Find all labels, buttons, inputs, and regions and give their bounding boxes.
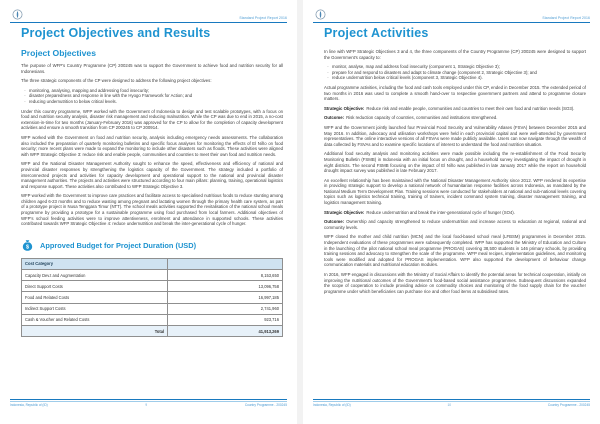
bullet-icon: · <box>327 69 329 75</box>
column-header-value <box>168 258 283 269</box>
strategic-objective-paragraph <box>324 106 586 112</box>
list-item-text: prepare for and respond to disasters and adapt to climate change (component 2, Strategic Objective 3); and <box>332 69 537 75</box>
budget-section-header <box>21 239 283 252</box>
total-label-cell: Total <box>22 325 168 336</box>
paragraph: WFP worked with the Government on food and nutrition security, analysis including emergency needs assessments. The collaboration also included the preparation of quarterly monitoring bulletins and specific focus analyses for monitoring the effects of El Niño on food security; more recent plans were made to expand the monitoring to include other disasters such as floods. These activities were aligned with WFP Strategic Objective 3: reduce risk and enable people, communities and countries to meet their own food and nutrition needs. <box>21 134 283 157</box>
strategic-objective-paragraph <box>324 210 586 216</box>
paragraph: Under this country programme, WFP worked with the Government of Indonesia to design and test scalable prototypes, with a focus on food and nutrition security analysis, disaster risk management and reducing malnutrition. While the CP was due to end in 2015, a no-cost extension-in-time for two months (January-February 2016) was approved for the CP to allow for the completion of capacity development activities and ensure a smooth transition from CP 200245 to CP 200914. <box>21 108 283 131</box>
list-item-text: monitoring, analysing, mapping and addressing food insecurity; <box>29 87 150 93</box>
paragraph: Additional food security analysis and monitoring activities were made possible including the re-establishment of the Food Security Monitoring Bulletin (FSMB) in Indonesia with an initial focus on drought, and a household survey investigating the impact of drought in eight districts. The second FSMB focusing on the impact of El Niño was published in late January 2017 while the report on household drought impact survey was published in late February 2017. <box>324 151 586 174</box>
cost-value-cell: 13,096,758 <box>168 281 283 292</box>
bullet-icon: · <box>24 98 26 104</box>
money-bag-icon <box>21 239 34 252</box>
footer-project: Country Programme - 200245 <box>547 403 590 407</box>
table-row <box>22 281 283 292</box>
wfp-logo-icon <box>315 7 326 18</box>
paragraph-lead: Strategic Objective: <box>324 105 365 111</box>
footer-country: Indonesia, Republic of (ID) <box>10 403 48 407</box>
outcome-paragraph <box>324 115 586 121</box>
column-header: Cost Category <box>22 258 168 269</box>
bullet-icon: · <box>327 64 329 70</box>
footer-project: Country Programme - 200245 <box>244 403 287 407</box>
paragraph: The three strategic components of the CP were designed to address the following project objectives: <box>21 78 212 84</box>
table-total-row <box>22 325 283 336</box>
list-item <box>21 99 283 105</box>
table-row <box>22 292 283 303</box>
budget-table <box>21 258 283 337</box>
outcome-paragraph <box>324 219 586 230</box>
cost-value-cell: 8,153,650 <box>168 270 283 281</box>
list-item-text: reduce undernutrition below critical levels (component 3, Strategic Objective 4). <box>332 75 483 81</box>
paragraph-text: Risk reduction capacity of countries, communities and institutions strengthened. <box>346 115 498 121</box>
table-row <box>22 270 283 281</box>
budget-section-title: Approved Budget for Project Duration (USD) <box>40 240 197 250</box>
footer-page-number: 9 <box>145 403 148 407</box>
bullet-icon: · <box>24 87 26 93</box>
page-right-content <box>324 27 586 298</box>
bullet-icon: · <box>327 75 329 81</box>
cost-value-cell: 923,716 <box>168 314 283 325</box>
paragraph: The purpose of WFP's Country Programme (CP) 200245 was to support the Government to achieve food and nutrition security for all Indonesians. <box>21 63 283 74</box>
paragraph-lead: Outcome: <box>324 219 345 225</box>
cost-value-cell: 2,741,960 <box>168 303 283 314</box>
paragraph-text: Ownership and capacity strengthened to reduce undernutrition and increase access to education at regional, national and community levels. <box>324 219 586 230</box>
page-header <box>313 7 590 23</box>
cost-category-cell: Cash & Voucher and Related Costs <box>22 314 168 325</box>
paragraph: Actual programme activities, including the food and cash tools employed under this CP, ended in December 2015. The extended period of two months in 2016 was used to complete a smooth hand-over to respective government partners and attend to programme closure matters. <box>324 84 586 102</box>
page-footer <box>10 399 287 407</box>
paragraph-text: Reduce risk and enable people, communities and countries to meet their own food and nutrition needs (SO3). <box>366 105 575 111</box>
page-right <box>303 0 600 424</box>
paragraph: WFP closed the mother and child nutrition (MCN) and the local food-based school meal (LFBSM) programmes in December 2015. Independent evaluations of these programmes were subsequently completed. WFP has supported the Ministry of Education and Culture in the launching of the pilot national school meal programme (PROGAS) covering 38,500 students in 146 primary schools, by providing training sessions and advocacy to strengthen the scale of the programme. WFP meal recipes, implementation guidelines, and monitoring tools were modified and adopted for PROGAS implementation. WFP also supported the development of behaviour change communication materials and nutritional education modules. <box>324 234 586 268</box>
cost-category-cell: Food and Related Costs <box>22 292 168 303</box>
cost-category-cell: Indirect Support Costs <box>22 303 168 314</box>
paragraph: In 2016, WFP engaged in discussions with the Ministry of Social Affairs to identify the potential areas for technical cooperation, initially on improving the nutritional outcomes of the Government's food-based social assistance programmes. Subsequent discussions expanded the scope of cooperation to include providing advice on commodity choices and monitoring of the food supply chain for the voucher programme under which beneficiaries can purchase rice and other food items at subsidised rates. <box>324 272 586 294</box>
page-header <box>10 7 287 23</box>
table-row <box>22 314 283 325</box>
list-item-text: monitor, analyse, map and address food insecurity (component 1, Strategic Objective 3); <box>332 64 500 70</box>
paragraph: In line with WFP Strategic Objectives 3 and 4, the three components of the Country Programme (CP) 200245 were designed to support the Government's capacity to: <box>324 49 586 60</box>
capacity-list <box>324 64 586 81</box>
paragraph: An excellent relationship has been maintained with the National Disaster Management Authority since 2012. WFP rendered its expertise in providing strategic support to develop a national network of humanitarian response facilities across Indonesia, as mandated by the National Medium Term Development Plan. Training sessions were conducted for stakeholders at national and sub-national levels covering topics such as logistics technical training, training of trainers, incident command system training, disaster management training, and logistics management training. <box>324 177 586 206</box>
section-title: Project Objectives <box>21 48 96 58</box>
list-item-text: disaster preparedness and response in line with the Hyogo Framework for Action; and <box>29 93 193 99</box>
report-header-title: Standard Project Report 2016 <box>239 16 287 20</box>
paragraph-text: Reduce undernutrition and break the inter-generational cycle of hunger (SO4). <box>366 209 515 215</box>
page-title: Project Activities <box>324 26 429 40</box>
objectives-list <box>21 88 283 105</box>
bullet-icon: · <box>24 93 26 99</box>
svg-text:$: $ <box>25 244 30 251</box>
table-row <box>22 303 283 314</box>
cost-value-cell: 16,997,185 <box>168 292 283 303</box>
page-title: Project Objectives and Results <box>21 26 211 40</box>
list-item-text: reducing undernutrition to below critical levels. <box>29 98 117 104</box>
footer-country: Indonesia, Republic of (ID) <box>313 403 351 407</box>
paragraph-lead: Strategic Objective: <box>324 209 365 215</box>
page-footer <box>313 399 590 407</box>
page-left-content <box>21 27 283 337</box>
report-header-title: Standard Project Report 2016 <box>542 16 590 20</box>
wfp-logo-icon <box>12 7 23 18</box>
footer-page-number: 10 <box>447 403 452 407</box>
list-item <box>324 75 586 81</box>
table-header-row <box>22 258 283 269</box>
cost-category-cell: Capacity Dev.t and Augmentation <box>22 270 168 281</box>
page-left <box>0 0 297 424</box>
paragraph: WFP and the Government jointly launched four Provincial Food Security and Vulnerability Atlases (FSVA) between December 2015 and May 2016. In addition, advocacy and utilisation workshops were held in each provincial capital and were well-attended by government representatives. The online interactive versions of all FSVAs were made publicly available. Users can now navigate through the wealth of data collected by FSVAs and to examine specific locations of interest to understand the food and nutrition situation. <box>324 124 586 147</box>
paragraph-lead: Outcome: <box>324 115 345 121</box>
paragraph: WFP and the National Disaster Management Authority sought to enhance the speed, effectiveness and efficiency of national and provincial disaster responses by strengthening the logistics capacity of the Government. The strategy included a portfolio of interconnected projects and activities for capacity development and operational support to the national and provincial disaster management authorities. The projects and activities were structured according to four main pillars: planning, training, operational logistics and response support. These activities also contributed to WFP Strategic Objective 3. <box>21 161 283 189</box>
total-value-cell: 41,913,269 <box>168 325 283 336</box>
cost-category-cell: Direct Support Costs <box>22 281 168 292</box>
paragraph: WFP worked with the Government to improve care practices and facilitate access to specialised nutritious foods to reduce stunting among children aged 6-23 months and to reduce wasting among pregnant and lactating women through the primary health care system, as part of a prototype project in Nusa Tenggara Timur (NTT). The school meals activities supported the revitalisation of the national school meals programme by providing a prototype for a sustainable programme using food purchased from local farmers. Additional objectives of WFP's school feeding activities were to improve attentiveness, enrolment and attendance in supported schools. These activities contributed towards WFP Strategic Objective 4: reduce undernutrition and break the inter-generational cycle of hunger. <box>21 193 283 227</box>
